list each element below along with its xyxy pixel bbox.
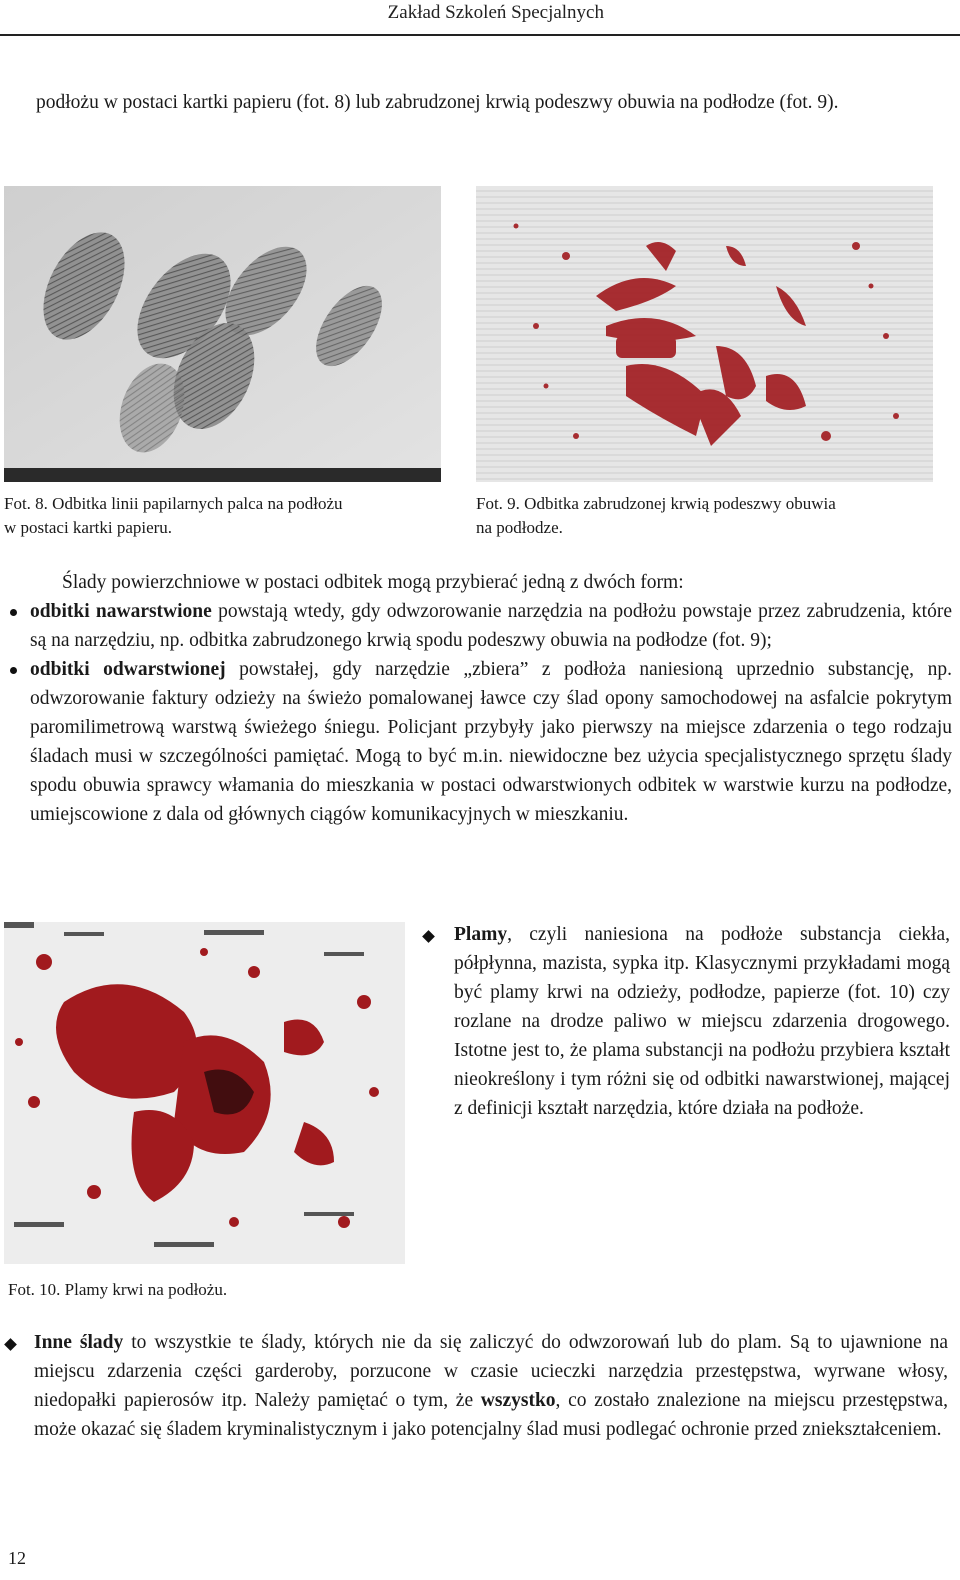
term-inne-slady: Inne ślady [34, 1332, 124, 1353]
term-wszystko: wszystko [480, 1390, 556, 1411]
plamy-text: , czyli naniesiona na podłoże substancja ciekła, półpłynna, mazista, sypka itp. Klasycznymi przykładami mogą być plamy krwi na odzieży, podłodze, papierze (fot. 10) czy rozlane na drodze paliwo w miejscu zdarzenia drogowego. Istotne jest to, że plama substancji na podłożu przybiera kształt nieokreślony i tym różni się od odbitki nawarstwionej, mającej z definicji kształt narzędzia, które działa na podłoże. [454, 924, 950, 1119]
fot8-caption-line2: w postaci kartki papieru. [4, 518, 173, 537]
diamond-bullet-icon [422, 930, 435, 943]
term-nawarstwione: odbitki nawarstwione [30, 601, 212, 622]
running-header [0, 0, 960, 36]
fot9-caption [476, 492, 946, 540]
diamond-bullet-icon [4, 1338, 17, 1351]
term-odwarstwione: odbitki odwarstwionej [30, 659, 226, 680]
fingerprint-photo [4, 186, 441, 482]
fot9-caption-line1: Fot. 9. Odbitka zabrudzonej krwią podeszwy obuwia [476, 494, 836, 513]
shoeprint-photo [476, 186, 933, 482]
bullet2-text: powstałej, gdy narzędzie „zbiera” z podłoża naniesioną uprzednio substancję, np. odwzorowanie faktury odzieży na świeżo pomalowanej ławce czy ślad opony samochodowej na asfalcie pokrytym paromilimetrową warstwą świeżego śniegu. Policjant przybyły jako pierwszy na miejsce zdarzenia o tego rodzaju śladach musi w szczególności pamiętać. Mogą to być m.in. niewidoczne bez użycia specjalistycznego sprzętu ślady spodu obuwia sprawcy włamania do mieszkania w postaci odwarstwionych odbitek w warstwie kurzu na podłodze, umiejscowione z dala od głównych ciągów komunikacyjnych w mieszkaniu. [30, 659, 952, 825]
blood-stains-photo [4, 922, 405, 1264]
fot10-caption: Fot. 10. Plamy krwi na podłożu. [8, 1280, 228, 1299]
inne-text-2: , co zostało znalezione na miejscu przestępstwa, może okazać się śladem kryminalistycznym i jako potencjalny ślad musi podlegać ochronie przed zniekształceniem. [34, 1390, 948, 1440]
inne-text-1: to wszystkie te ślady, których nie da się zaliczyć do odwzorowań lub do plam. Są to ujawnione na miejscu zdarzenia części garderoby, porzucone w czasie ucieczki narzędzia przestępstwa, wyrwane włosy, niedopałki papierosów itp. Należy pamiętać o tym, że [34, 1332, 948, 1411]
bullet-dot-icon [10, 609, 17, 616]
bullet-dot-icon [10, 667, 17, 674]
intro-paragraph: podłożu w postaci kartki papieru (fot. 8) lub zabrudzonej krwią podeszwy obuwia na podłodze (fot. 9). [36, 92, 839, 113]
main-text [8, 568, 952, 829]
bullet-odwarstwione [8, 655, 952, 829]
fot9-caption-line2: na podłodze. [476, 518, 563, 537]
term-plamy: Plamy [454, 924, 508, 945]
bullet1-text: powstają wtedy, gdy odwzorowanie narzędzia na podłożu powstaje przez zabrudzenia, które są na narzędziu, np. odbitka zabrudzonego krwią spodu podeszwy obuwia na podłodze (fot. 9); [30, 601, 952, 651]
plamy-paragraph [454, 920, 950, 1123]
fot8-caption-line1: Fot. 8. Odbitka linii papilarnych palca na podłożu [4, 494, 343, 513]
fot8-caption [4, 492, 444, 540]
page-number: 12 [8, 1548, 26, 1568]
bullet-nawarstwione [8, 597, 952, 655]
inne-slady-paragraph [34, 1328, 948, 1444]
forms-lead: Ślady powierzchniowe w postaci odbitek mogą przybierać jedną z dwóch form: [62, 572, 684, 593]
header-title: Zakład Szkoleń Specjalnych [387, 2, 604, 23]
